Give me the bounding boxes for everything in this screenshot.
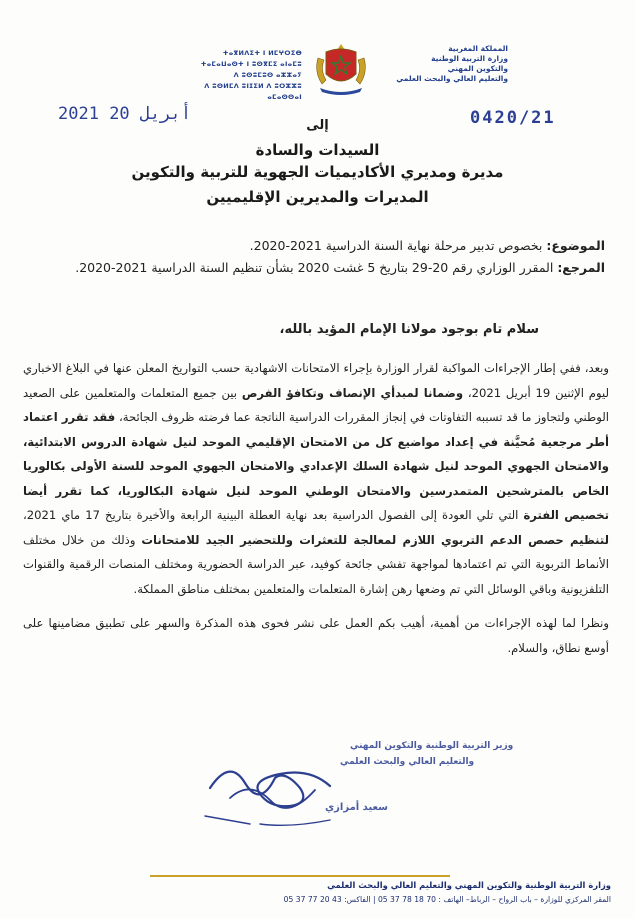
header-right-line: وزارة التربية الوطنية	[431, 54, 508, 63]
handwritten-reference-number: 0420/21	[470, 108, 556, 128]
body-text: وبعد، ففي إطار الإجراءات المواكبة لقرار الوزارة بإجراء الامتحانات الاشهادية حسب التواريخ المعلن عنها في البلاغ الاخباري ليوم الإثنين 19 أبريل 2021،	[23, 361, 609, 400]
moroccan-emblem-icon	[312, 40, 370, 98]
addressee-line-2: مديرة ومديري الأكاديميات الجهوية للتربية والتكوين	[131, 163, 504, 181]
header-right-line: والتكوين المهني	[447, 64, 508, 73]
body-bold-text: فقد تقرر اعتماد أطر مرجعية مُحيَّنة في إعداد مواضيع كل من الامتحان الإقليمي الموحد لنيل شهادة الدروس الابتدائية، والامتحان الجهوي الموحد لنيل شهادة السلك الإعدادي والامتحان الجهوي الموحد للسنة الأولى بكالوريا الخاص بالمترشحين المتمدرسين والامتحان الوطني الموحد لنيل شهادة البكالوريا، كما تقرر أيضا تخصيص الفترة	[23, 410, 609, 522]
subject-label: الموضوع:	[546, 238, 605, 253]
body-text: وذلك من خلال مختلف الأنماط التربوية التي تم اعتمادها لمواجهة تفشي جائحة كوفيد، عبر الدراسة الحضورية ومختلف المنصات الرقمية والقنوات التلفزيونية وباقي الوسائل التي تم وضعها رهن إشارة المتعلمات والمتعلمين بمختلف مناطق المملكة.	[23, 532, 609, 596]
header-right-line: المملكة المغربية	[448, 44, 508, 53]
salutation: سلام تام بوجود مولانا الإمام المؤيد بالله،	[279, 322, 539, 337]
subject-line	[45, 238, 605, 253]
body-paragraph-1	[23, 356, 609, 601]
header-left-line: ⵜⴰⵎⴰⵡⴰⵙⵜ ⵏ ⵓⵙⴳⵎⵉ ⴰⵏⴰⵎⵓ	[200, 60, 302, 68]
addressee-line-3: المديرات والمديرين الإقليميين	[206, 188, 429, 206]
footer-decorative-bar	[150, 872, 450, 880]
body-bold-text: وضمانا لمبدأي الإنصاف وتكافؤ الفرص	[241, 385, 464, 400]
subject-text: بخصوص تدبير مرحلة نهاية السنة الدراسية 2021-2020.	[249, 238, 547, 253]
body-text: بين جميع المتعلمات والمتعلمين على الصعيد الوطني ولتجاوز ما قد تسببه التفاوتات في إنجاز المقررات الدراسية الناتجة عما فرضته ظروف الجائحة،	[23, 385, 609, 424]
header-left-line: ⴷ ⵓⵙⵍⵎⴷ ⵓⵏⵊⵉⵍ ⴷ ⵓⵔⵣⵣⵓ ⴰⵎⴰⵙⵙⴰⵏ	[204, 82, 302, 101]
stamp-line-2: والتعليم العالي والبحث العلمي	[340, 757, 475, 767]
header-right-arabic	[396, 44, 508, 84]
reference-label: المرجع:	[557, 260, 605, 275]
header-right-line: والتعليم العالي والبحث العلمي	[396, 74, 508, 83]
ministerial-stamp	[190, 728, 514, 848]
signature-scribble	[205, 816, 330, 825]
addressee-line-1: السيدات والسادة	[255, 141, 380, 159]
footer-address: المقر المركزي للوزارة – باب الرواح – الرباط– الهاتف : 70 18 78 37 05 | الفاكس: 43 20 77 37 05	[283, 895, 611, 904]
reference-line	[45, 260, 605, 275]
handwritten-date: 2021 أبريل 20	[58, 104, 192, 124]
reference-text: المقرر الوزاري رقم 20-29 بتاريخ 5 غشت 2020 بشأن تنظيم السنة الدراسية 2021-2020.	[75, 260, 558, 275]
body-bold-text: لتنظيم حصص الدعم التربوي اللازم لمعالجة للتعثرات وللتحضير الجيد للامتحانات	[141, 532, 609, 547]
stamp-line-1: وزير التربية الوطنية والتكوين المهني	[350, 741, 514, 751]
body-text: التي تلي العودة إلى الفصول الدراسية بعد نهاية العطلة البينية الرابعة والأخيرة بتاريخ 17 ماي 2021،	[23, 508, 524, 522]
body-paragraph-2: ونظرا لما لهذه الإجراءات من أهمية، أهيب بكم العمل على نشر فحوى هذه المذكرة والسهر على تطبيق مضامينها على أوسع نطاق، والسلام.	[23, 616, 609, 655]
header-left-line: ⵜⴰⴳⵍⴷⵉⵜ ⵏ ⵍⵎⵖⵔⵉⴱ	[222, 49, 302, 57]
header-left-line: ⴷ ⵓⵙⵓⵎⵓⵙ ⴰⵣⵣⴰⵢ	[233, 71, 302, 79]
header-left-tifinagh	[172, 48, 302, 103]
letter-body	[23, 356, 609, 660]
footer-ministry-name: وزارة التربية الوطنية والتكوين المهني والتعليم العالي والبحث العلمي	[327, 880, 611, 890]
addressee-to: إلى	[306, 118, 329, 133]
stamp-signature-name: سعيد أمزازي	[325, 802, 389, 813]
